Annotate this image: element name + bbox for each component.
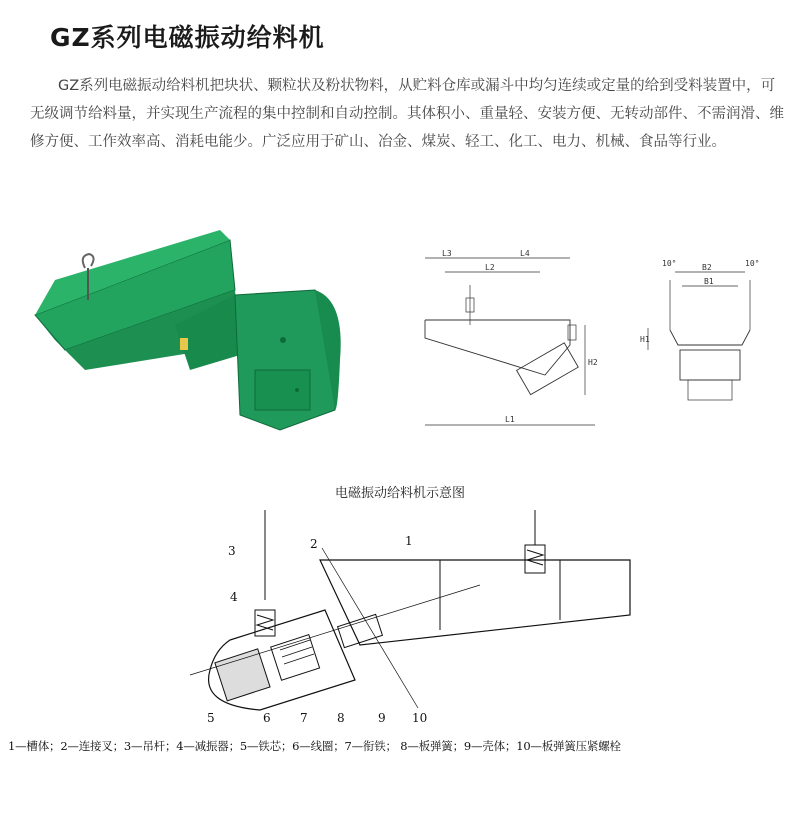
part-number: 4 (230, 590, 238, 604)
dim-label: H1 (640, 335, 650, 344)
dim-label: B1 (704, 277, 714, 286)
part-number: 6 (263, 711, 271, 725)
dim-label: L1 (505, 415, 515, 424)
end-view-drawing (640, 250, 770, 420)
dim-label: L4 (520, 250, 530, 258)
intro-paragraph: GZ系列电磁振动给料机把块状、颗粒状及粉状物料，从贮料仓库或漏斗中均匀连续或定量的给到受料装置中，可无级调节给料量，并实现生产流程的集中控制和自动控制。其体积小、重量轻、安装方便、无转动部件、不需润滑、维修方便、工作效率高、消耗电能少。广泛应用于矿山、冶金、煤炭、轻工、化工、电力、机械、食品等行业。 (30, 78, 784, 150)
dim-label: B2 (702, 263, 712, 272)
dim-label: 10° (662, 259, 677, 268)
feeder-photo (25, 220, 370, 450)
part-number: 2 (310, 537, 318, 551)
part-number: 5 (207, 711, 215, 725)
part-number: 3 (228, 544, 236, 558)
part-number: 8 (337, 711, 345, 725)
part-number: 9 (378, 711, 386, 725)
dim-label: L3 (442, 250, 452, 258)
part-number: 1 (405, 534, 413, 548)
part-number: 10 (412, 711, 428, 725)
part-number: 7 (300, 711, 308, 725)
schematic-title: 电磁振动给料机示意图 (334, 486, 465, 501)
feeder-schematic (150, 500, 670, 735)
parts-legend: 1—槽体；2—连接叉；3—吊杆；4—减振器；5—铁芯；6—线圈；7—衔铁； 8—板弹簧；9—壳体；10—板弹簧压紧螺栓 (8, 739, 621, 753)
dim-label: L2 (485, 263, 495, 272)
side-view-drawing (420, 250, 600, 440)
dim-label: 10° (745, 259, 760, 268)
dim-label: H2 (588, 358, 598, 367)
page-title: GZ系列电磁振动给料机 (50, 23, 325, 52)
